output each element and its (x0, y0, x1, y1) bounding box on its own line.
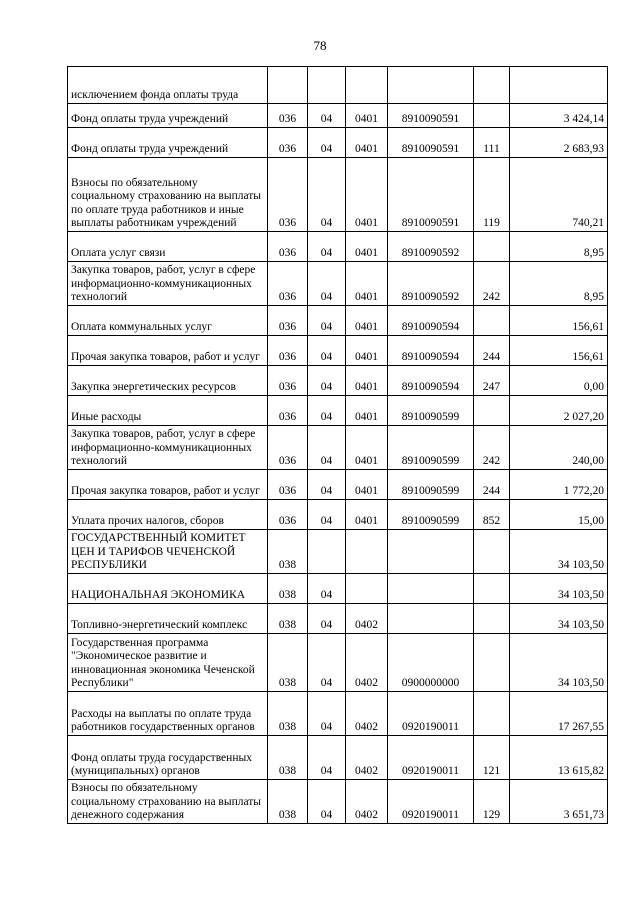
row-amount: 15,00 (510, 500, 608, 530)
row-amount: 3 651,73 (510, 780, 608, 824)
row-amount: 34 103,50 (510, 634, 608, 692)
row-ministry-code: 036 (268, 128, 308, 158)
row-name: Взносы по обязательному социальному страхованию на выплаты по оплате труда работников и иные выплаты работникам учреждений (68, 158, 268, 232)
row-ministry-code: 036 (268, 396, 308, 426)
row-section-code: 04 (308, 232, 346, 262)
table-row (68, 158, 608, 232)
row-target-code (388, 67, 474, 104)
row-ministry-code: 036 (268, 426, 308, 470)
row-target-code: 0920190011 (388, 780, 474, 824)
table-row (68, 306, 608, 336)
row-amount: 34 103,50 (510, 530, 608, 574)
row-subsection-code: 0402 (346, 604, 388, 634)
row-section-code: 04 (308, 366, 346, 396)
row-subsection-code: 0401 (346, 500, 388, 530)
row-expense-type-code (474, 232, 510, 262)
row-subsection-code: 0401 (346, 104, 388, 128)
table-row (68, 530, 608, 574)
row-amount: 240,00 (510, 426, 608, 470)
row-target-code: 8910090592 (388, 232, 474, 262)
row-name: исключением фонда оплаты труда (68, 67, 268, 104)
row-section-code: 04 (308, 104, 346, 128)
budget-table-body (68, 67, 608, 824)
row-expense-type-code: 852 (474, 500, 510, 530)
row-target-code: 0900000000 (388, 634, 474, 692)
row-amount: 17 267,55 (510, 692, 608, 736)
row-ministry-code: 036 (268, 158, 308, 232)
row-name: Закупка энергетических ресурсов (68, 366, 268, 396)
row-name: Оплата услуг связи (68, 232, 268, 262)
row-expense-type-code: 244 (474, 336, 510, 366)
row-section-code: 04 (308, 396, 346, 426)
row-expense-type-code: 247 (474, 366, 510, 396)
page-number: 78 (313, 38, 327, 53)
row-amount: 13 615,82 (510, 736, 608, 780)
row-subsection-code: 0401 (346, 366, 388, 396)
row-ministry-code: 038 (268, 692, 308, 736)
table-row (68, 604, 608, 634)
row-ministry-code: 038 (268, 634, 308, 692)
row-name: Иные расходы (68, 396, 268, 426)
row-section-code (308, 67, 346, 104)
row-subsection-code: 0401 (346, 158, 388, 232)
row-name: Оплата коммунальных услуг (68, 306, 268, 336)
row-name: Уплата прочих налогов, сборов (68, 500, 268, 530)
row-target-code: 8910090591 (388, 104, 474, 128)
table-row (68, 262, 608, 306)
row-section-code: 04 (308, 500, 346, 530)
row-ministry-code: 036 (268, 366, 308, 396)
row-section-code: 04 (308, 426, 346, 470)
row-section-code: 04 (308, 574, 346, 604)
table-row (68, 634, 608, 692)
row-section-code: 04 (308, 470, 346, 500)
row-ministry-code: 038 (268, 574, 308, 604)
row-target-code (388, 530, 474, 574)
row-target-code: 8910090592 (388, 262, 474, 306)
row-subsection-code: 0402 (346, 780, 388, 824)
row-name: ГОСУДАРСТВЕННЫЙ КОМИТЕТ ЦЕН И ТАРИФОВ ЧЕЧЕНСКОЙ РЕСПУБЛИКИ (68, 530, 268, 574)
row-subsection-code: 0401 (346, 426, 388, 470)
row-target-code (388, 574, 474, 604)
row-amount: 156,61 (510, 306, 608, 336)
row-amount: 740,21 (510, 158, 608, 232)
row-section-code: 04 (308, 780, 346, 824)
row-target-code: 8910090594 (388, 336, 474, 366)
row-subsection-code (346, 530, 388, 574)
table-row (68, 470, 608, 500)
row-ministry-code: 036 (268, 232, 308, 262)
row-name: Прочая закупка товаров, работ и услуг (68, 336, 268, 366)
table-row (68, 736, 608, 780)
budget-table (67, 66, 608, 824)
table-row (68, 500, 608, 530)
row-ministry-code: 038 (268, 604, 308, 634)
row-amount: 8,95 (510, 262, 608, 306)
row-section-code: 04 (308, 262, 346, 306)
row-expense-type-code: 129 (474, 780, 510, 824)
table-row (68, 426, 608, 470)
row-section-code: 04 (308, 604, 346, 634)
row-amount: 0,00 (510, 366, 608, 396)
row-target-code: 8910090599 (388, 426, 474, 470)
row-target-code: 8910090599 (388, 396, 474, 426)
table-row (68, 574, 608, 604)
row-ministry-code (268, 67, 308, 104)
row-expense-type-code (474, 634, 510, 692)
table-row (68, 336, 608, 366)
table-row (68, 128, 608, 158)
row-amount (510, 67, 608, 104)
row-target-code (388, 604, 474, 634)
row-target-code: 8910090591 (388, 158, 474, 232)
row-subsection-code: 0401 (346, 262, 388, 306)
row-expense-type-code (474, 604, 510, 634)
row-target-code: 8910090594 (388, 366, 474, 396)
row-amount: 34 103,50 (510, 574, 608, 604)
row-amount: 2 027,20 (510, 396, 608, 426)
row-target-code: 0920190011 (388, 692, 474, 736)
row-ministry-code: 038 (268, 780, 308, 824)
row-name: Закупка товаров, работ, услуг в сфере информационно-коммуникационных технологий (68, 426, 268, 470)
row-expense-type-code (474, 67, 510, 104)
row-section-code: 04 (308, 736, 346, 780)
row-section-code: 04 (308, 336, 346, 366)
row-section-code: 04 (308, 634, 346, 692)
row-expense-type-code: 242 (474, 262, 510, 306)
table-row (68, 232, 608, 262)
row-section-code: 04 (308, 128, 346, 158)
row-expense-type-code: 119 (474, 158, 510, 232)
table-row (68, 366, 608, 396)
row-ministry-code: 036 (268, 306, 308, 336)
row-name: Фонд оплаты труда учреждений (68, 104, 268, 128)
row-ministry-code: 036 (268, 470, 308, 500)
row-ministry-code: 036 (268, 262, 308, 306)
row-target-code: 8910090591 (388, 128, 474, 158)
row-amount: 1 772,20 (510, 470, 608, 500)
row-name: Расходы на выплаты по оплате труда работников государственных органов (68, 692, 268, 736)
row-expense-type-code: 242 (474, 426, 510, 470)
row-expense-type-code (474, 104, 510, 128)
row-amount: 3 424,14 (510, 104, 608, 128)
row-name: Топливно-энергетический комплекс (68, 604, 268, 634)
table-row (68, 692, 608, 736)
row-subsection-code: 0401 (346, 128, 388, 158)
row-target-code: 8910090599 (388, 500, 474, 530)
row-subsection-code: 0401 (346, 396, 388, 426)
row-expense-type-code (474, 530, 510, 574)
row-name: Фонд оплаты труда учреждений (68, 128, 268, 158)
row-amount: 156,61 (510, 336, 608, 366)
row-expense-type-code: 111 (474, 128, 510, 158)
row-amount: 34 103,50 (510, 604, 608, 634)
row-ministry-code: 036 (268, 500, 308, 530)
row-ministry-code: 036 (268, 336, 308, 366)
row-expense-type-code: 244 (474, 470, 510, 500)
row-amount: 8,95 (510, 232, 608, 262)
row-expense-type-code (474, 306, 510, 336)
row-subsection-code: 0402 (346, 692, 388, 736)
row-subsection-code: 0402 (346, 736, 388, 780)
table-row (68, 396, 608, 426)
row-name: НАЦИОНАЛЬНАЯ ЭКОНОМИКА (68, 574, 268, 604)
row-ministry-code: 038 (268, 736, 308, 780)
row-section-code: 04 (308, 158, 346, 232)
row-subsection-code: 0401 (346, 232, 388, 262)
row-subsection-code: 0401 (346, 470, 388, 500)
row-ministry-code: 038 (268, 530, 308, 574)
row-target-code: 0920190011 (388, 736, 474, 780)
row-name: Прочая закупка товаров, работ и услуг (68, 470, 268, 500)
row-subsection-code: 0401 (346, 306, 388, 336)
row-subsection-code (346, 67, 388, 104)
row-expense-type-code (474, 692, 510, 736)
row-subsection-code: 0402 (346, 634, 388, 692)
row-name: Закупка товаров, работ, услуг в сфере информационно-коммуникационных технологий (68, 262, 268, 306)
table-row (68, 67, 608, 104)
row-expense-type-code (474, 396, 510, 426)
row-target-code: 8910090594 (388, 306, 474, 336)
row-section-code (308, 530, 346, 574)
row-amount: 2 683,93 (510, 128, 608, 158)
row-expense-type-code: 121 (474, 736, 510, 780)
row-subsection-code (346, 574, 388, 604)
row-name: Взносы по обязательному социальному страхованию на выплаты денежного содержания (68, 780, 268, 824)
table-row (68, 104, 608, 128)
row-ministry-code: 036 (268, 104, 308, 128)
row-subsection-code: 0401 (346, 336, 388, 366)
row-name: Фонд оплаты труда государственных (муниципальных) органов (68, 736, 268, 780)
row-section-code: 04 (308, 692, 346, 736)
row-name: Государственная программа "Экономическое развитие и инновационная экономика Чеченской Республики" (68, 634, 268, 692)
row-section-code: 04 (308, 306, 346, 336)
table-row (68, 780, 608, 824)
row-expense-type-code (474, 574, 510, 604)
row-target-code: 8910090599 (388, 470, 474, 500)
